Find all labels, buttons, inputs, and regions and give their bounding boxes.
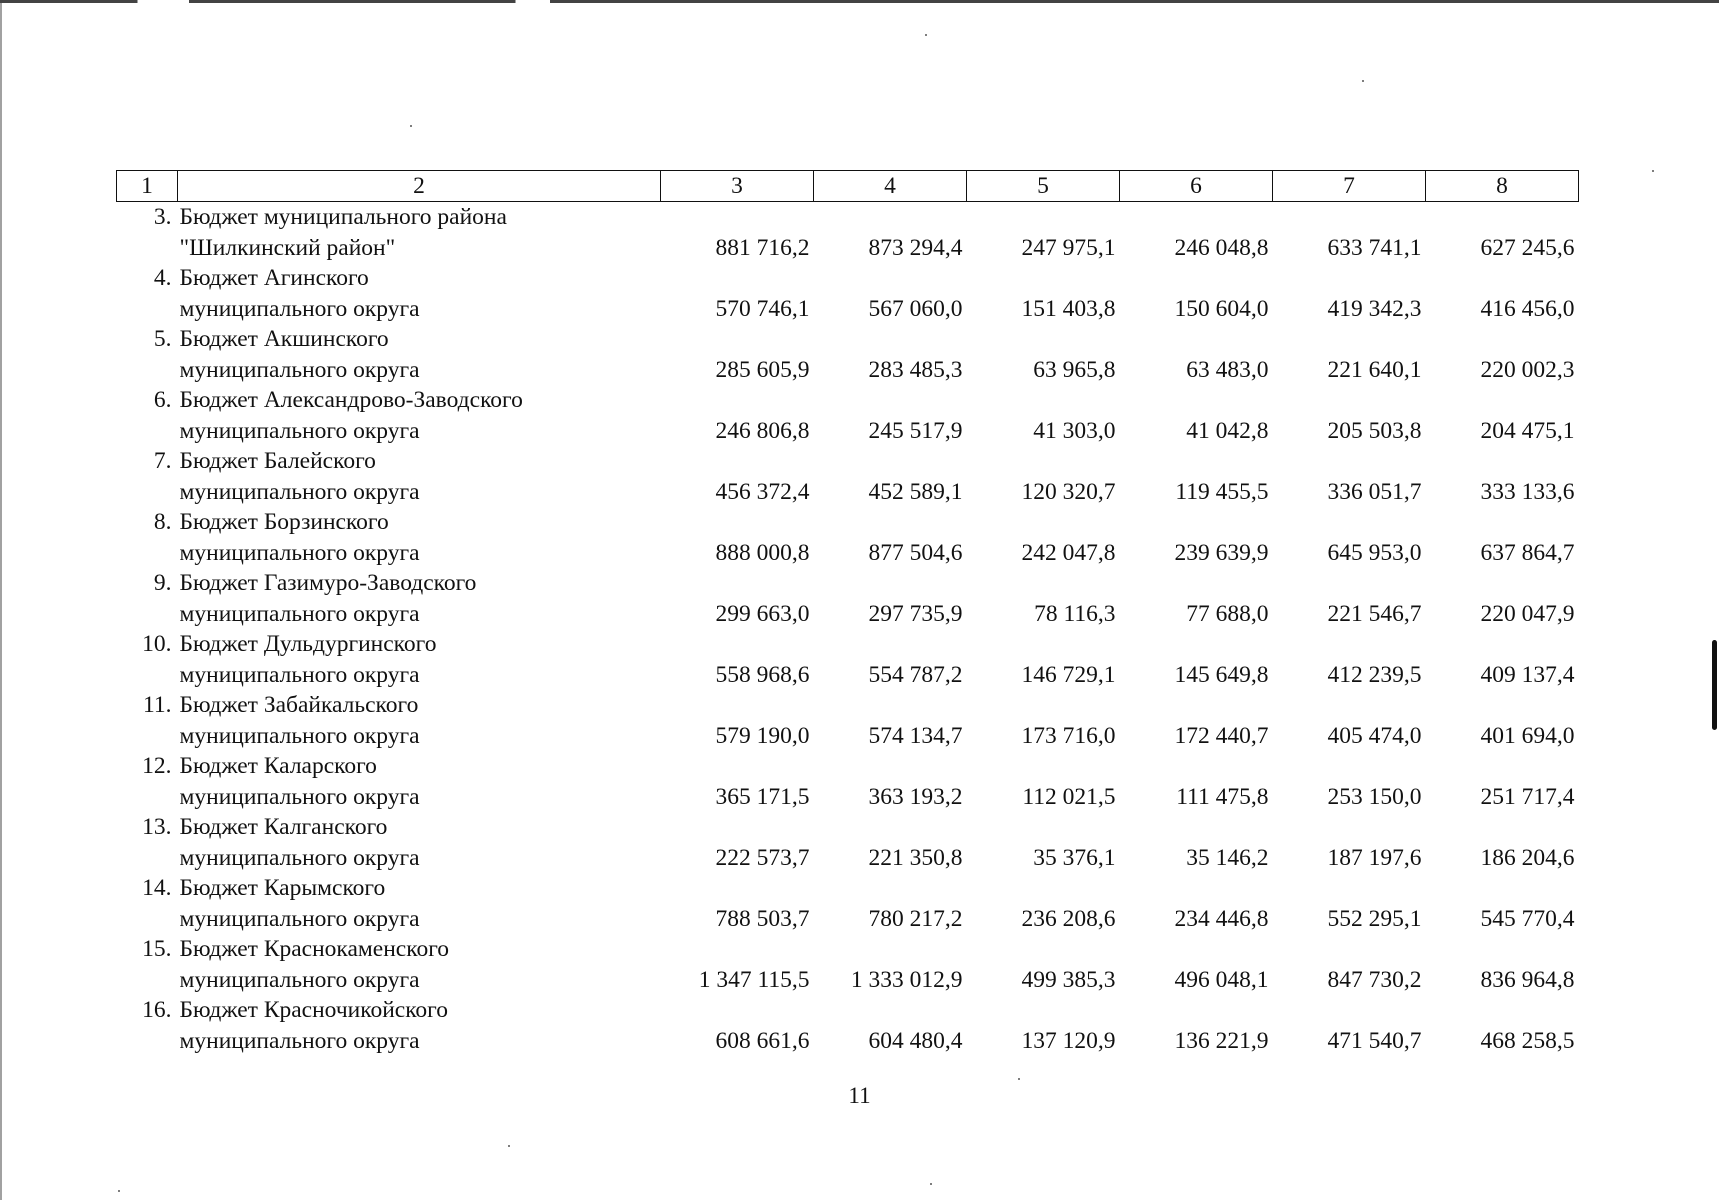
- value-cell-col-8: 220 047,9: [1480, 600, 1575, 627]
- value-cell-col-5: 146 729,1: [1021, 661, 1116, 688]
- value-cell-col-8: 416 456,0: [1480, 295, 1575, 322]
- value-cell-col-6: 77 688,0: [1186, 600, 1269, 627]
- budget-name-line-2: муниципального округа: [179, 661, 420, 688]
- row-number: 4.: [153, 265, 172, 291]
- value-cell-col-3: 579 190,0: [715, 722, 810, 749]
- table-row: [117, 507, 1579, 568]
- scan-binding-mark: [1712, 640, 1717, 730]
- value-cell-col-5: 112 021,5: [1022, 783, 1116, 810]
- value-cell-col-8: 333 133,6: [1480, 478, 1575, 505]
- table-row: [117, 995, 1579, 1056]
- budget-name-line-2: муниципального округа: [179, 1027, 420, 1054]
- value-cell-col-7: 471 540,7: [1327, 1027, 1422, 1054]
- budget-name-line-2: муниципального округа: [179, 478, 420, 505]
- page-number: 11: [848, 1083, 871, 1108]
- value-cell-col-5: 236 208,6: [1021, 905, 1116, 932]
- budget-name-line-1: Бюджет Каларского: [179, 753, 377, 779]
- value-cell-col-8: 637 864,7: [1480, 539, 1575, 566]
- value-cell-col-6: 119 455,5: [1175, 478, 1269, 505]
- row-number: 10.: [142, 631, 172, 657]
- value-cell-col-6: 172 440,7: [1174, 722, 1269, 749]
- budget-name-line-2: муниципального округа: [179, 600, 420, 627]
- value-cell-col-8: 220 002,3: [1480, 356, 1575, 383]
- value-cell-col-8: 409 137,4: [1480, 661, 1575, 688]
- budget-name-line-2: муниципального округа: [179, 356, 420, 383]
- row-number: 12.: [142, 753, 172, 779]
- budget-name: [178, 995, 661, 1056]
- table-row: [117, 812, 1579, 873]
- column-header: 7: [1273, 171, 1426, 202]
- value-cell-col-8: 468 258,5: [1480, 1027, 1575, 1054]
- row-number: 7.: [153, 448, 172, 474]
- value-cell-col-7: 205 503,8: [1327, 417, 1422, 444]
- budget-name-line-2: муниципального округа: [179, 539, 420, 566]
- value-cell-col-5: 35 376,1: [1033, 844, 1116, 871]
- value-cell-col-3: 222 573,7: [715, 844, 810, 871]
- value-cell-col-4: 554 787,2: [868, 661, 963, 688]
- value-cell-col-8: 186 204,6: [1480, 844, 1575, 871]
- table-row: [117, 629, 1579, 690]
- scan-speck: [930, 1183, 932, 1185]
- value-cell-col-7: 187 197,6: [1327, 844, 1422, 871]
- value-cell-col-7: 419 342,3: [1327, 295, 1422, 322]
- value-cell-col-3: 888 000,8: [715, 539, 810, 566]
- budget-name-line-1: Бюджет Борзинского: [179, 509, 389, 535]
- value-cell-col-8: 836 964,8: [1480, 966, 1575, 993]
- value-cell-col-6: 63 483,0: [1186, 356, 1269, 383]
- value-cell-col-8: 401 694,0: [1480, 722, 1575, 749]
- column-header: 2: [178, 171, 661, 202]
- scan-top-edge: [0, 0, 1719, 3]
- budget-name-line-1: Бюджет Акшинского: [179, 326, 389, 352]
- value-cell-col-3: 608 661,6: [715, 1027, 810, 1054]
- row-number: 14.: [142, 875, 172, 901]
- value-cell-col-7: 847 730,2: [1327, 966, 1422, 993]
- budget-name: [178, 751, 661, 812]
- value-cell-col-5: 151 403,8: [1021, 295, 1116, 322]
- value-cell-col-4: 604 480,4: [868, 1027, 963, 1054]
- row-number: 9.: [153, 570, 172, 596]
- row-number: 13.: [142, 814, 172, 840]
- value-cell-col-7: 645 953,0: [1327, 539, 1422, 566]
- scan-speck: [508, 1145, 510, 1147]
- budget-name: [178, 507, 661, 568]
- scan-speck: [1652, 170, 1654, 172]
- budget-name: [178, 446, 661, 507]
- table-row: [117, 324, 1579, 385]
- value-cell-col-5: 78 116,3: [1034, 600, 1116, 627]
- row-number: 16.: [142, 997, 172, 1023]
- value-cell-col-7: 336 051,7: [1327, 478, 1422, 505]
- budget-name-line-2: муниципального округа: [179, 417, 420, 444]
- column-header: 1: [117, 171, 178, 202]
- value-cell-col-7: 253 150,0: [1327, 783, 1422, 810]
- value-cell-col-4: 283 485,3: [868, 356, 963, 383]
- budget-name-line-1: Бюджет Красночикойского: [179, 997, 448, 1023]
- row-number: 11.: [142, 692, 172, 718]
- value-cell-col-3: 299 663,0: [715, 600, 810, 627]
- row-number: 8.: [153, 509, 172, 535]
- value-cell-col-8: 627 245,6: [1480, 234, 1575, 261]
- value-cell-col-6: 239 639,9: [1174, 539, 1269, 566]
- budget-name: [178, 812, 661, 873]
- budget-name-line-2: муниципального округа: [179, 966, 420, 993]
- value-cell-col-8: 251 717,4: [1480, 783, 1575, 810]
- budget-name: [178, 324, 661, 385]
- value-cell-col-6: 136 221,9: [1174, 1027, 1269, 1054]
- table-body: [117, 202, 1579, 1057]
- value-cell-col-3: 881 716,2: [715, 234, 810, 261]
- value-cell-col-5: 242 047,8: [1021, 539, 1116, 566]
- value-cell-col-6: 41 042,8: [1186, 417, 1269, 444]
- budget-name-line-1: Бюджет Александрово-Заводского: [179, 387, 523, 413]
- column-header: 8: [1426, 171, 1579, 202]
- value-cell-col-5: 120 320,7: [1021, 478, 1116, 505]
- value-cell-col-3: 558 968,6: [715, 661, 810, 688]
- budget-name-line-1: Бюджет Краснокаменского: [179, 936, 450, 962]
- budget-name-line-1: Бюджет Забайкальского: [179, 692, 419, 718]
- budget-name-line-2: муниципального округа: [179, 905, 420, 932]
- table-row: [117, 873, 1579, 934]
- value-cell-col-6: 496 048,1: [1174, 966, 1269, 993]
- table-row: [117, 690, 1579, 751]
- value-cell-col-4: 245 517,9: [868, 417, 963, 444]
- budget-table: [116, 170, 1579, 1056]
- value-cell-col-5: 247 975,1: [1021, 234, 1116, 261]
- value-cell-col-5: 137 120,9: [1021, 1027, 1116, 1054]
- value-cell-col-7: 412 239,5: [1327, 661, 1422, 688]
- value-cell-col-3: 246 806,8: [715, 417, 810, 444]
- row-number: 6.: [153, 387, 172, 413]
- budget-name: [178, 934, 661, 995]
- column-header: 3: [661, 171, 814, 202]
- value-cell-col-4: 780 217,2: [868, 905, 963, 932]
- table-row: [117, 385, 1579, 446]
- value-cell-col-3: 788 503,7: [715, 905, 810, 932]
- budget-name-line-2: муниципального округа: [179, 295, 420, 322]
- table-row: [117, 568, 1579, 629]
- budget-name-line-1: Бюджет Карымского: [179, 875, 386, 901]
- row-number: 5.: [153, 326, 172, 352]
- value-cell-col-7: 221 640,1: [1327, 356, 1422, 383]
- table-row: [117, 263, 1579, 324]
- value-cell-col-6: 35 146,2: [1186, 844, 1269, 871]
- budget-name-line-1: Бюджет Балейского: [179, 448, 376, 474]
- budget-name-line-1: Бюджет Калганского: [179, 814, 388, 840]
- column-header: 6: [1120, 171, 1273, 202]
- budget-name: [178, 690, 661, 751]
- value-cell-col-3: 570 746,1: [715, 295, 810, 322]
- budget-name: [178, 629, 661, 690]
- budget-name: [178, 873, 661, 934]
- table-header-row: [117, 171, 1579, 202]
- budget-name-line-1: Бюджет Дульдургинского: [179, 631, 437, 657]
- scan-speck: [1362, 80, 1364, 82]
- value-cell-col-5: 173 716,0: [1021, 722, 1116, 749]
- value-cell-col-6: 150 604,0: [1174, 295, 1269, 322]
- value-cell-col-3: 285 605,9: [715, 356, 810, 383]
- budget-name-line-2: муниципального округа: [179, 844, 420, 871]
- scan-left-edge: [0, 0, 2, 1200]
- value-cell-col-4: 574 134,7: [868, 722, 963, 749]
- budget-name-line-1: Бюджет муниципального района: [179, 204, 507, 230]
- budget-name-line-2: "Шилкинский район": [179, 234, 396, 261]
- budget-name: [178, 568, 661, 629]
- value-cell-col-6: 246 048,8: [1174, 234, 1269, 261]
- value-cell-col-5: 499 385,3: [1021, 966, 1116, 993]
- scan-speck: [925, 34, 927, 36]
- value-cell-col-7: 633 741,1: [1327, 234, 1422, 261]
- budget-name: [178, 263, 661, 324]
- column-header: 5: [967, 171, 1120, 202]
- budget-name: [178, 385, 661, 446]
- budget-name-line-2: муниципального округа: [179, 783, 420, 810]
- table-row: [117, 446, 1579, 507]
- value-cell-col-7: 552 295,1: [1327, 905, 1422, 932]
- value-cell-col-6: 234 446,8: [1174, 905, 1269, 932]
- budget-name-line-1: Бюджет Агинского: [179, 265, 369, 291]
- value-cell-col-6: 145 649,8: [1174, 661, 1269, 688]
- value-cell-col-8: 204 475,1: [1480, 417, 1575, 444]
- value-cell-col-5: 41 303,0: [1033, 417, 1116, 444]
- value-cell-col-5: 63 965,8: [1033, 356, 1116, 383]
- value-cell-col-4: 363 193,2: [868, 783, 963, 810]
- row-number: 3.: [153, 204, 172, 230]
- row-number: 15.: [142, 936, 172, 962]
- value-cell-col-4: 221 350,8: [868, 844, 963, 871]
- value-cell-col-3: 1 347 115,5: [698, 966, 810, 993]
- value-cell-col-7: 405 474,0: [1327, 722, 1422, 749]
- scan-speck: [1018, 1078, 1020, 1080]
- budget-name: [178, 202, 661, 264]
- value-cell-col-4: 877 504,6: [868, 539, 963, 566]
- budget-name-line-1: Бюджет Газимуро-Заводского: [179, 570, 477, 596]
- value-cell-col-4: 873 294,4: [868, 234, 963, 261]
- table-row: [117, 202, 1579, 264]
- value-cell-col-3: 365 171,5: [715, 783, 810, 810]
- value-cell-col-3: 456 372,4: [715, 478, 810, 505]
- table-row: [117, 751, 1579, 812]
- table-row: [117, 934, 1579, 995]
- value-cell-col-8: 545 770,4: [1480, 905, 1575, 932]
- value-cell-col-6: 111 475,8: [1176, 783, 1269, 810]
- column-header: 4: [814, 171, 967, 202]
- scan-speck: [410, 125, 412, 127]
- value-cell-col-4: 1 333 012,9: [850, 966, 963, 993]
- value-cell-col-4: 297 735,9: [868, 600, 963, 627]
- value-cell-col-4: 567 060,0: [868, 295, 963, 322]
- budget-name-line-2: муниципального округа: [179, 722, 420, 749]
- value-cell-col-4: 452 589,1: [868, 478, 963, 505]
- scan-speck: [118, 1190, 120, 1192]
- value-cell-col-7: 221 546,7: [1327, 600, 1422, 627]
